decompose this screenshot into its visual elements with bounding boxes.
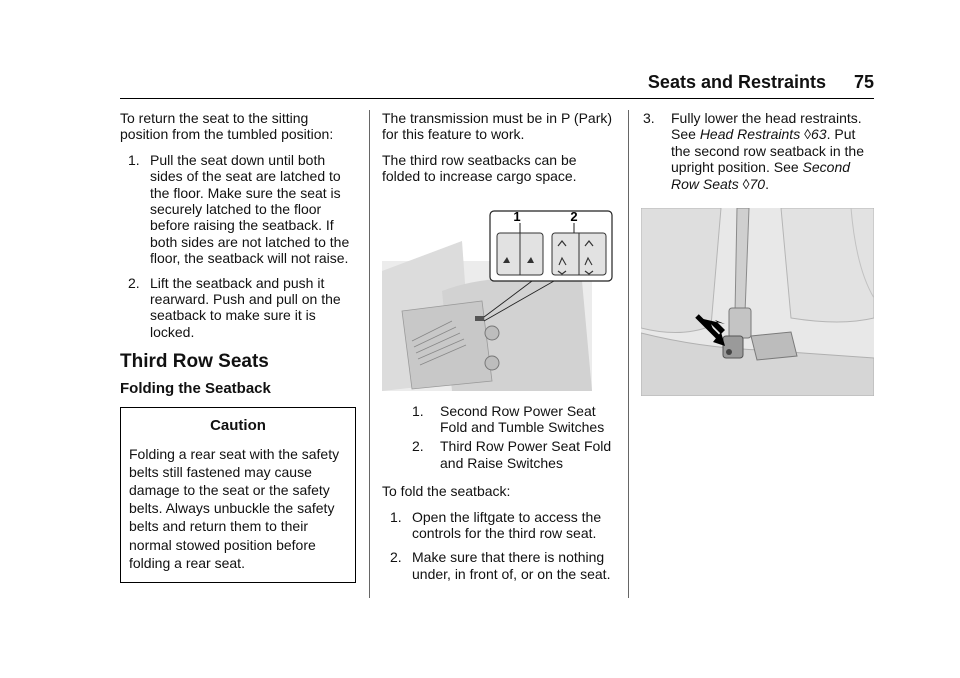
subheading: Folding the Seatback [120,379,271,397]
column-1 [120,110,356,583]
caution-body: Folding a rear seat with the safety belts still fastened may cause damage to the seat or the safety belts. Always unbuckle the safety belts and return them to their normal stowed position before folding a rear seat. [129,445,340,571]
figure-caption [382,438,614,471]
reference-page[interactable]: 70 [749,175,766,192]
step-number: 2. [128,274,140,291]
caption-text: Third Row Power Seat Fold and Raise Switches [440,438,612,471]
step-text: Pull the seat down until both sides of the seat are latched to the floor. Make sure the seat is securely latched to the floor before raising the seatback. If both sides are not latched to the floor, the seatback will not raise. [150,151,350,267]
cross-reference[interactable]: Second Row Seats [671,159,851,192]
step-text: Lift the seatback and push it rearward. Push and pull on the seatback to make sure it is locked. [150,274,341,340]
callout-1-label: 1 [513,208,521,224]
paragraph: The transmission must be in P (Park) for this feature to work. [382,110,613,143]
list-item [641,110,877,192]
page-header [120,58,874,99]
figure-caption [382,403,614,436]
list-item [382,549,614,582]
step-text: Open the liftgate to access the controls for the third row seat. [412,508,602,542]
list-item [382,509,614,542]
step-text: . Put the second row seatback in the upright position. See [671,126,865,176]
seat-switches-figure [382,201,614,391]
step-number: 3. [643,110,655,126]
reference-glyph: ◊ [804,126,812,143]
column-divider [369,110,370,598]
section-heading: Third Row Seats [120,351,269,373]
reference-glyph: ◊ [742,175,750,192]
caption-number: 2. [412,438,424,455]
section-title: Seats and Restraints [647,72,826,92]
step-number: 1. [390,508,402,525]
paragraph: The third row seatbacks can be folded to increase cargo space. [382,151,577,185]
step-number: 2. [390,549,402,566]
step-text: Fully lower the head restraints. See [671,110,862,143]
caution-box [120,407,356,583]
list-item [120,152,356,267]
column-divider [628,110,629,598]
step-number: 1. [128,151,140,168]
page-number: 75 [853,72,874,92]
column-2 [382,110,614,590]
list-item [120,275,356,341]
seat-belt-latch-figure [641,208,874,396]
intro-paragraph: To return the seat to the sitting position from the tumbled position: [120,110,334,143]
cross-reference[interactable]: Head Restraints [699,126,801,143]
step-text: Make sure that there is nothing under, in front of, or on the seat. [412,549,611,582]
column-3 [641,110,877,200]
reference-page[interactable]: 63 [811,126,827,143]
intro-paragraph: To fold the seatback: [382,483,511,500]
step-text: . [765,175,769,192]
caption-text: Second Row Power Seat Fold and Tumble Switches [440,402,605,436]
callout-2-label: 2 [570,208,578,224]
caution-title: Caution [210,417,266,435]
caption-number: 1. [412,402,424,419]
